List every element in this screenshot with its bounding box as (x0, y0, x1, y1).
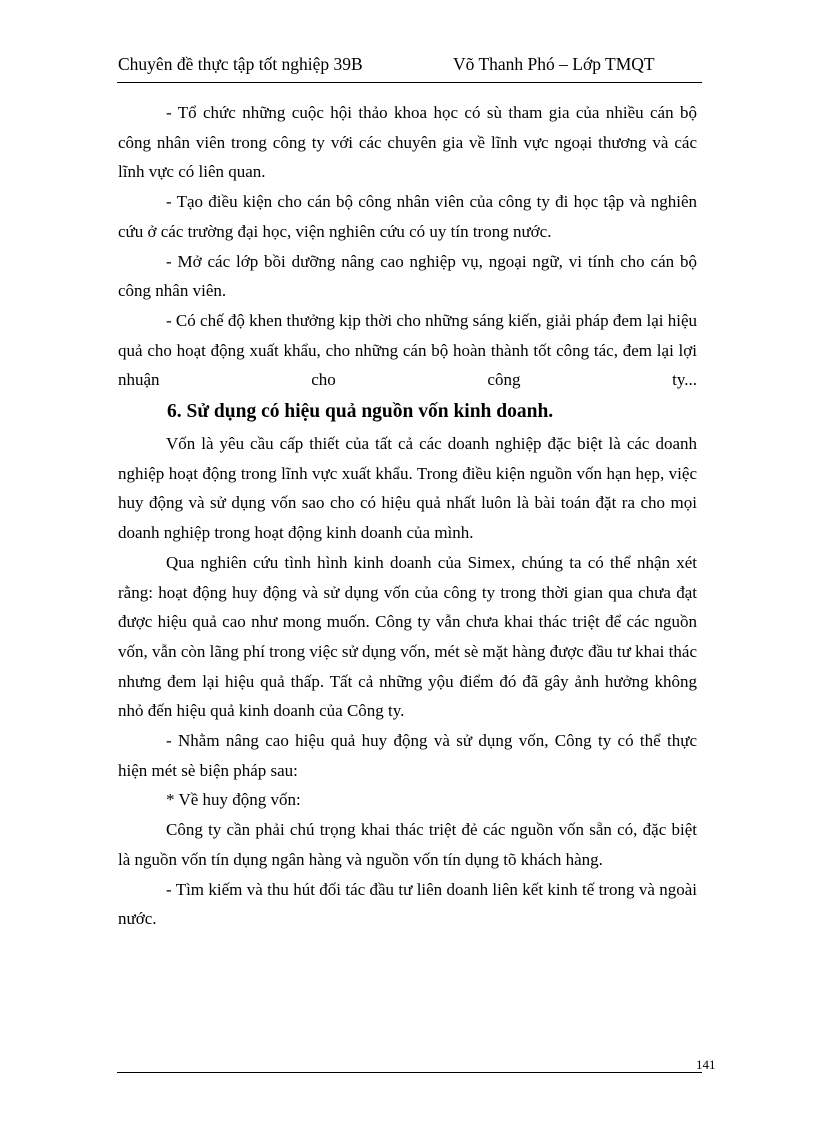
paragraph-seminars: - Tổ chức những cuộc hội thảo khoa học có sù tham gia của nhiều cán bộ công nhân viên trong công ty với các chuyên gia về lĩnh vực ngoại thương và các lĩnh vực có liên quan. (118, 103, 697, 182)
paragraph-education: - Tạo điều kiện cho cán bộ công nhân viên của công ty đi học tập và nghiên cứu ở các trường đại học, viện nghiên cứu có uy tín trong nước. (118, 192, 697, 241)
paragraph-training: - Mở các lớp bồi dưỡng nâng cao nghiệp vụ, ngoại ngữ, vi tính cho cán bộ công nhân viên. (118, 251, 697, 301)
page-number: 141 (696, 1057, 716, 1072)
paragraph-mobilization-title: * Về huy động vốn: (166, 790, 301, 810)
paragraph-partners: - Tìm kiếm và thu hút đối tác đầu tư liên doanh liên kết kinh tế trong và ngoài nước. (118, 879, 697, 929)
footer-divider (117, 1072, 702, 1073)
paragraph-rewards: - Có chế độ khen thưởng kịp thời cho những sáng kiến, giải pháp đem lại hiệu quả cho hoạt động xuất khẩu, cho những cán bộ hoàn thành tốt công tác, đem lại lợi nhuận cho công ty... (118, 310, 697, 390)
header-right-author: Võ Thanh Phó – Lớp TMQT (453, 54, 655, 74)
paragraph-measures-intro: - Nhằm nâng cao hiệu quả huy động và sử dụng vốn, Công ty có thể thực hiện mét sè biện pháp sau: (118, 731, 697, 780)
paragraph-simex-review: Qua nghiên cứu tình hình kinh doanh của Simex, chúng ta có thể nhận xét rằng: hoạt động huy động và sử dụng vốn của công ty trong thời gian qua chưa đạt được hiệu quả cao như mong muốn. Công ty vẫn chưa khai thác triệt để các nguồn vốn, vẫn còn lãng phí trong việc sử dụng vốn, mét sè mặt hàng được đầu tư khai thác nhưng đem lại hiệu quả thấp. Tất cả những yộu điểm đó đã gây ảnh hưởng không nhỏ đến hiệu quả kinh doanh của Công ty. (118, 552, 697, 721)
section-heading-capital: 6. Sử dụng có hiệu quả nguồn vốn kinh doanh. (167, 401, 554, 423)
header-left-title: Chuyên đề thực tập tốt nghiệp 39B (118, 54, 363, 74)
header-divider (117, 82, 702, 83)
document-body (118, 98, 697, 934)
paragraph-bank-credit: Công ty cần phải chú trọng khai thác triệt đẻ các nguồn vốn sẵn có, đặc biệt là nguồn vốn tín dụng ngân hàng và nguồn vốn tín dụng tõ khách hàng. (118, 820, 697, 869)
paragraph-capital-need: Vốn là yêu cầu cấp thiết của tất cả các doanh nghiệp đặc biệt là các doanh nghiệp hoạt động trong lĩnh vực xuất khẩu. Trong điều kiện nguồn vốn hạn hẹp, việc huy động và sử dụng vốn sao cho có hiệu quả nhất luôn là bài toán đặt ra cho mọi doanh nghiệp trong hoạt động kinh doanh của mình. (118, 434, 697, 543)
